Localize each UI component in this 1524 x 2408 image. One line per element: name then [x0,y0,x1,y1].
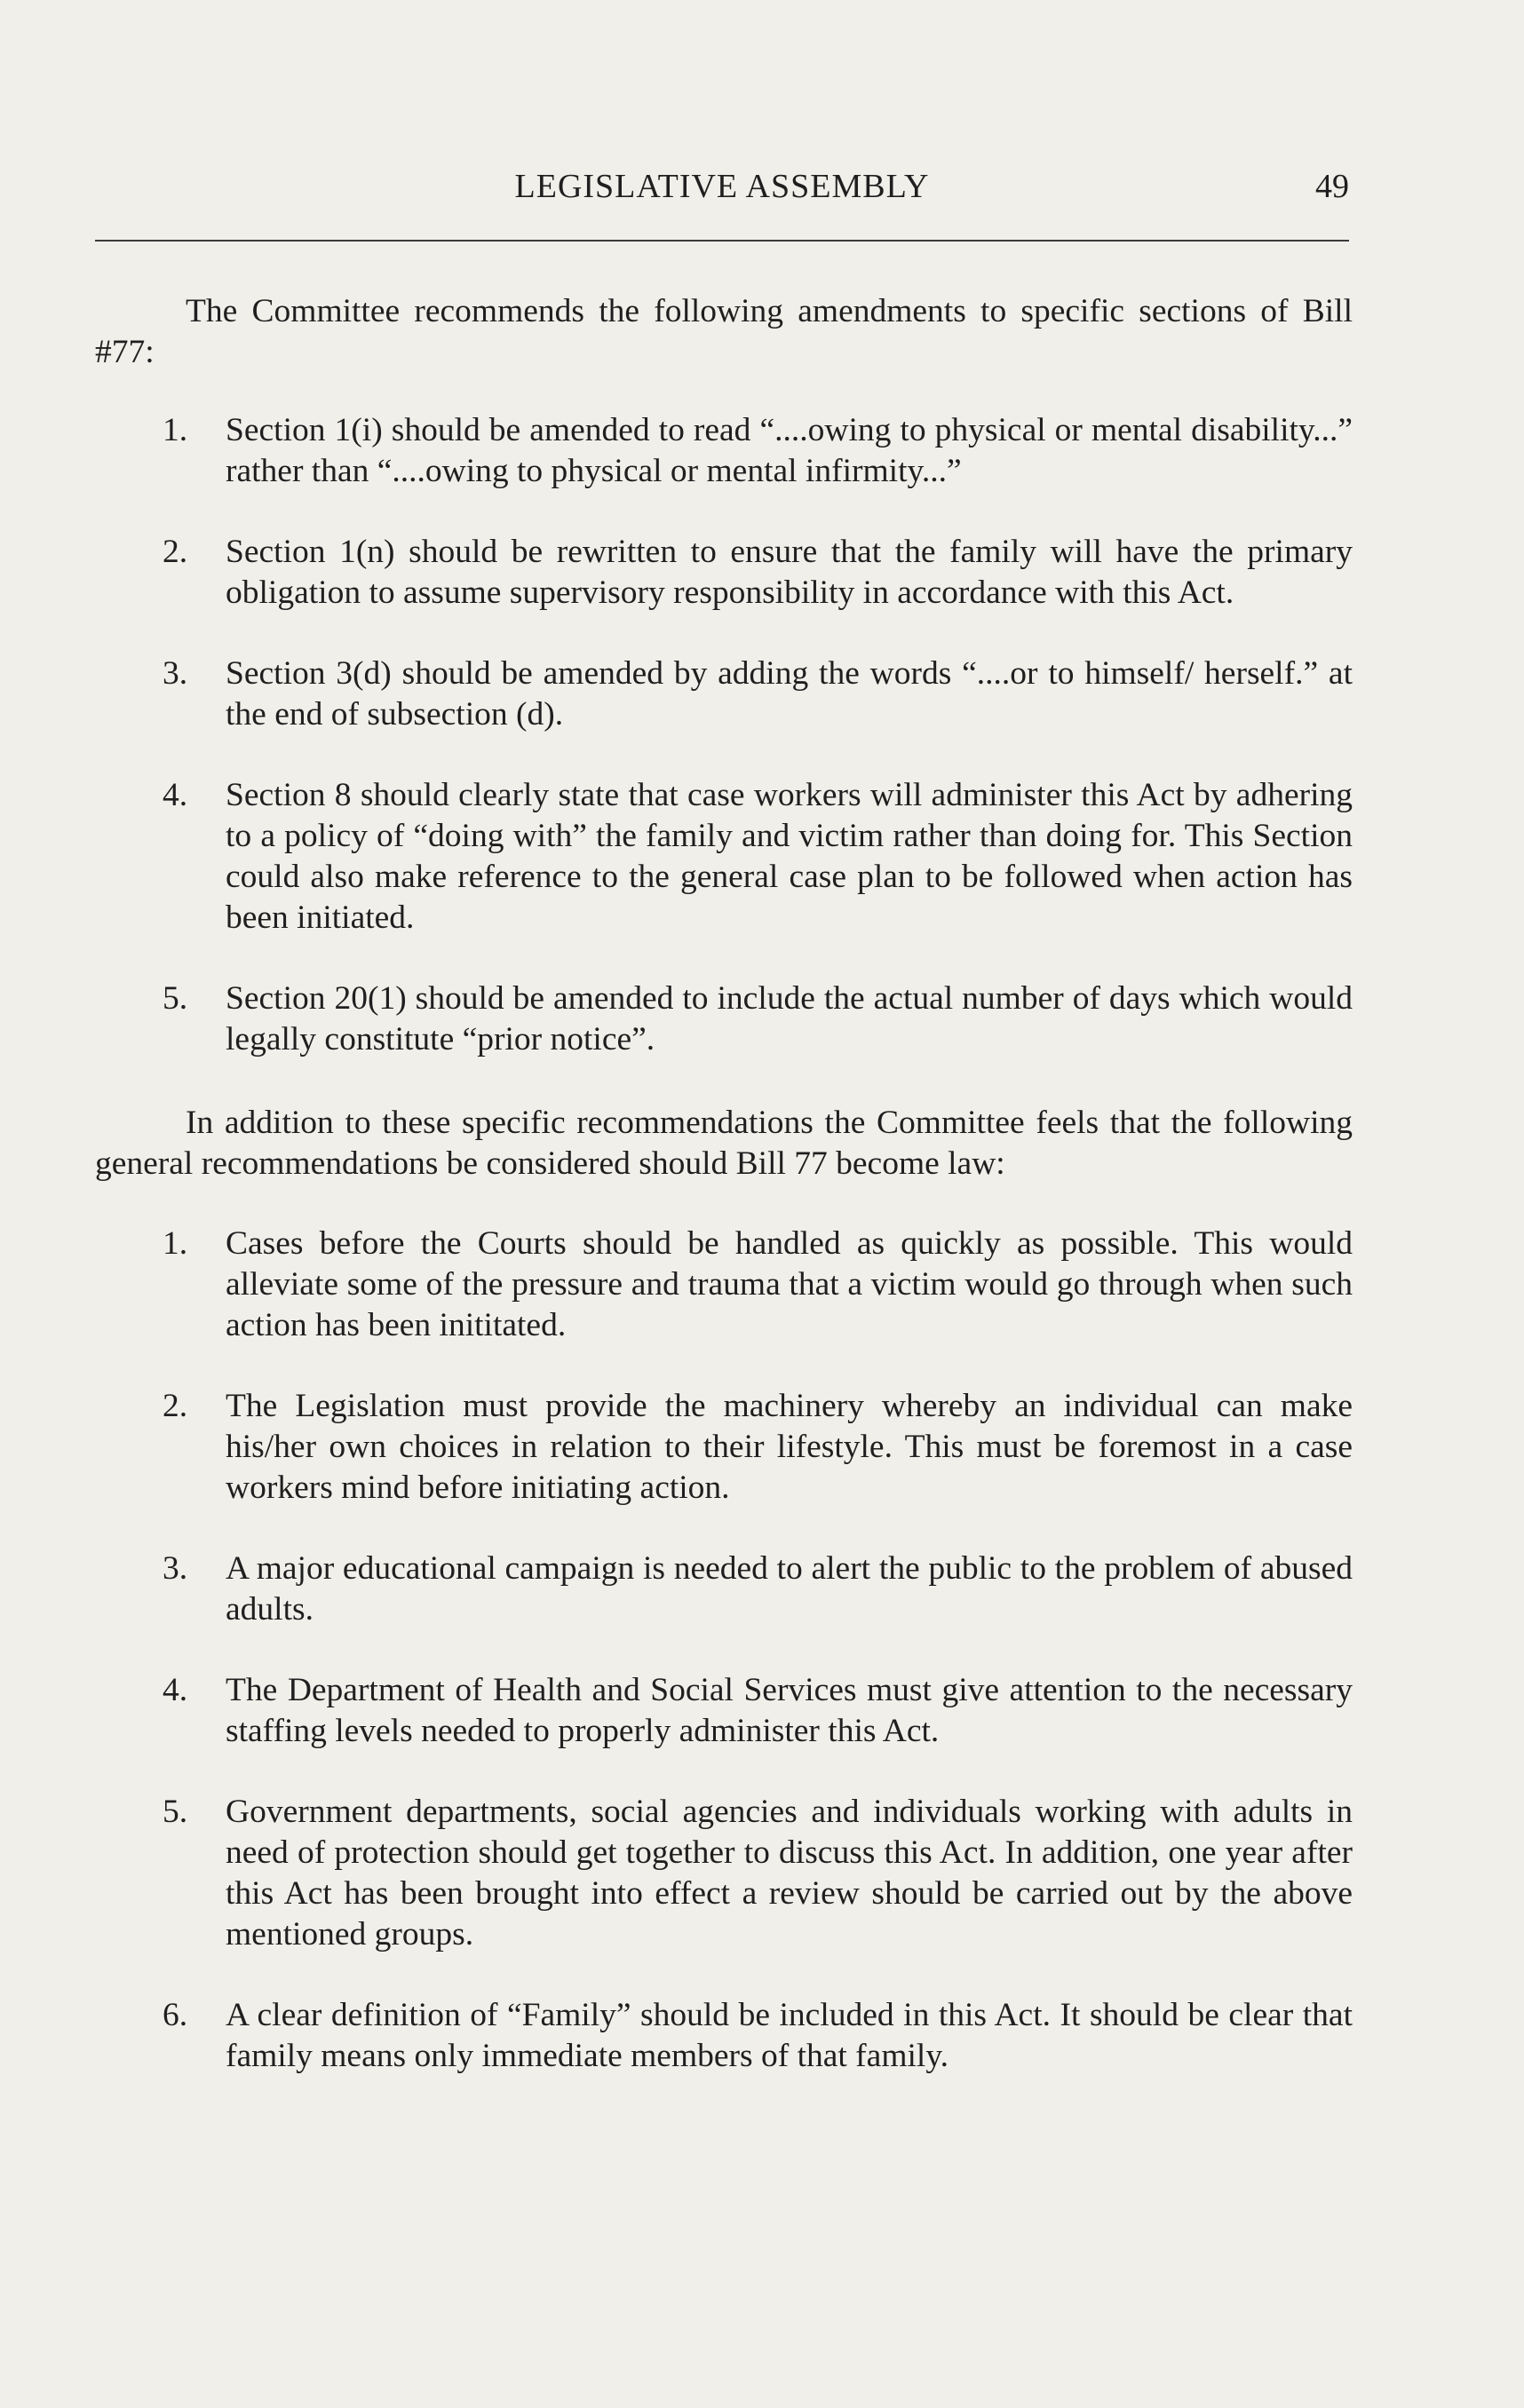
list-item [95,410,1353,492]
list-item [95,1386,1353,1509]
item-text: Section 3(d) should be amended by adding the words “....or to himself/ herself.” at the end of subsection (d). [226,655,1353,733]
list-item [95,653,1353,735]
general-recommendations-list [95,1224,1353,2077]
list-item [95,1549,1353,1630]
list-item [95,1670,1353,1752]
item-text: Section 8 should clearly state that case workers will administer this Act by adhering to a policy of “doing with” the family and victim rather than doing for. This Section could also make reference to the general case plan to be followed when action has been initiated. [226,777,1353,936]
item-text: Government departments, social agencies and individuals working with adults in need of protection should get together to discuss this Act. In addition, one year after this Act has been brought into effect a review should be carried out by the above mentioned groups. [226,1794,1353,1953]
running-title: LEGISLATIVE ASSEMBLY [514,168,930,205]
general-intro-paragraph: In addition to these specific recommendations the Committee feels that the following general recommendations be considered should Bill 77 become law: [95,1105,1353,1182]
item-text: The Department of Health and Social Services must give attention to the necessary staffing levels needed to properly administer this Act. [226,1672,1353,1749]
list-item [95,1224,1353,1346]
item-number: 5. [163,980,188,1017]
item-number: 1. [163,412,188,448]
page-number: 49 [1315,168,1349,205]
item-number: 3. [163,1550,188,1587]
item-text: A major educational campaign is needed to alert the public to the problem of abused adults. [226,1550,1353,1628]
list-item [95,775,1353,939]
item-text: Cases before the Courts should be handled as quickly as possible. This would alleviate some of the pressure and trauma that a victim would go through when such action has been inititated. [226,1225,1353,1343]
list-item [95,532,1353,614]
item-text: A clear definition of “Family” should be included in this Act. It should be clear that family means only immediate members of that family. [226,1997,1353,2074]
specific-amendments-list [95,410,1353,1060]
body-text [95,291,1353,2077]
item-text: Section 1(i) should be amended to read “....owing to physical or mental disability...” rather than “....owing to physical or mental infirmity...” [226,412,1353,489]
item-text: Section 1(n) should be rewritten to ensure that the family will have the primary obligation to assume supervisory responsibility in accordance with this Act. [226,534,1353,611]
item-text: Section 20(1) should be amended to include the actual number of days which would legally constitute “prior notice”. [226,980,1353,1057]
item-number: 6. [163,1997,188,2033]
item-text: The Legislation must provide the machinery whereby an individual can make his/her own choices in relation to their lifestyle. This must be foremost in a case workers mind before initiating action. [226,1388,1353,1506]
list-item [95,1995,1353,2077]
item-number: 2. [163,1388,188,1424]
item-number: 5. [163,1794,188,1830]
item-number: 4. [163,1672,188,1708]
item-number: 3. [163,655,188,692]
list-item [95,1792,1353,1955]
list-item [95,978,1353,1060]
header-rule [95,240,1349,242]
item-number: 1. [163,1225,188,1262]
intro-paragraph: The Committee recommends the following amendments to specific sections of Bill #77: [95,293,1353,370]
item-number: 4. [163,777,188,813]
item-number: 2. [163,534,188,570]
page-header [95,167,1349,220]
